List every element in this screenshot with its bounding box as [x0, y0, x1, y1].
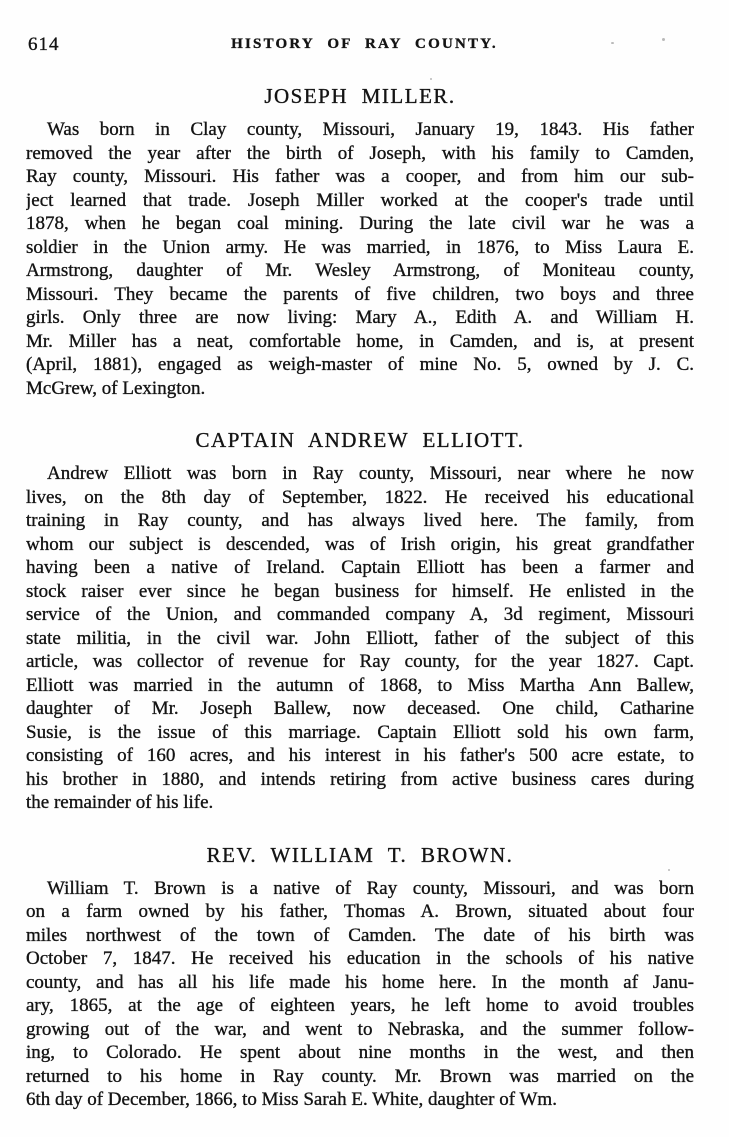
text-line: on a farm owned by his father, Thomas A. Brown, situated about four	[26, 901, 694, 922]
text-line: Was born in Clay county, Missouri, January 19, 1843. His father	[47, 119, 694, 140]
text-line: the remainder of his life.	[26, 792, 214, 813]
text-line: ary, 1865, at the age of eighteen years, he left home to avoid troubles	[26, 995, 694, 1016]
text-line: growing out of the war, and went to Nebraska, and the summer follow-	[26, 1018, 694, 1040]
biography-paragraph	[26, 118, 694, 400]
scan-speck	[668, 869, 670, 871]
scan-speck	[611, 42, 614, 44]
text-line: having been a native of Ireland. Captain Elliott has been a farmer and	[26, 557, 694, 578]
text-line: 1878, when he began coal mining. During the late civil war he was a	[26, 213, 694, 234]
text-line: removed the year after the birth of Joseph, with his family to Camden,	[26, 142, 694, 164]
text-line: Andrew Elliott was born in Ray county, Missouri, near where he now	[47, 463, 694, 484]
text-line: October 7, 1847. He received his education in the schools of his native	[26, 948, 694, 969]
text-line: 6th day of December, 1866, to Miss Sarah E. White, daughter of Wm.	[26, 1089, 557, 1110]
page-body	[26, 0, 694, 1112]
section-heading: CAPTAIN ANDREW ELLIOTT.	[195, 428, 525, 452]
text-line: consisting of 160 acres, and his interest in his father's 500 acre estate, to	[26, 745, 694, 766]
scan-speck	[662, 38, 665, 41]
text-line: (April, 1881), engaged as weigh-master of mine No. 5, owned by J. C.	[26, 354, 694, 375]
biography-section	[26, 843, 694, 1112]
text-line: Susie, is the issue of this marriage. Captain Elliott sold his own farm,	[26, 721, 694, 743]
text-line: training in Ray county, and has always lived here. The family, from	[26, 510, 694, 531]
text-line: William T. Brown is a native of Ray county, Missouri, and was born	[47, 877, 694, 899]
text-line: Ray county, Missouri. His father was a cooper, and from him our sub-	[26, 166, 694, 187]
text-line: article, was collector of revenue for Ray county, for the year 1827. Capt.	[26, 651, 694, 672]
text-line: ject learned that trade. Joseph Miller worked at the cooper's trade until	[26, 189, 694, 211]
section-heading: JOSEPH MILLER.	[264, 84, 456, 108]
text-line: ing, to Colorado. He spent about nine months in the west, and then	[26, 1042, 694, 1063]
text-line: returned to his home in Ray county. Mr. Brown was married on the	[26, 1065, 694, 1087]
text-line: Mr. Miller has a neat, comfortable home, in Camden, and is, at present	[26, 330, 694, 352]
text-line: Elliott was married in the autumn of 1868, to Miss Martha Ann Ballew,	[26, 674, 694, 696]
text-line: daughter of Mr. Joseph Ballew, now deceased. One child, Catharine	[26, 698, 694, 719]
page-number: 614	[28, 34, 60, 55]
text-line: soldier in the Union army. He was married, in 1876, to Miss Laura E.	[26, 236, 694, 258]
text-line: service of the Union, and commanded company A, 3d regiment, Missouri	[26, 604, 694, 625]
text-line: lives, on the 8th day of September, 1822. He received his educational	[26, 486, 694, 508]
section-heading: REV. WILLIAM T. BROWN.	[206, 842, 514, 867]
text-line: whom our subject is descended, was of Irish origin, his great grandfather	[26, 533, 694, 555]
text-line: girls. Only three are now living: Mary A., Edith A. and William H.	[26, 307, 694, 328]
text-line: county, and has all his life made his home here. In the month af Janu-	[26, 971, 694, 993]
biography-section	[26, 84, 694, 400]
text-line: stock raiser ever since he began business for himself. He enlisted in the	[26, 580, 694, 602]
biography-paragraph	[26, 877, 694, 1112]
text-line: McGrew, of Lexington.	[26, 377, 206, 399]
text-line: Armstrong, daughter of Mr. Wesley Armstrong, of Moniteau county,	[26, 260, 694, 281]
text-line: his brother in 1880, and intends retiring from active business cares during	[26, 768, 694, 790]
text-line: state militia, in the civil war. John Elliott, father of the subject of this	[26, 627, 694, 649]
text-line: Missouri. They became the parents of five children, two boys and three	[26, 283, 694, 305]
biography-section	[26, 428, 694, 815]
running-header-title: HISTORY OF RAY COUNTY.	[231, 36, 498, 52]
text-line: miles northwest of the town of Camden. The date of his birth was	[26, 924, 694, 946]
biography-paragraph	[26, 462, 694, 815]
scan-speck	[430, 78, 432, 80]
